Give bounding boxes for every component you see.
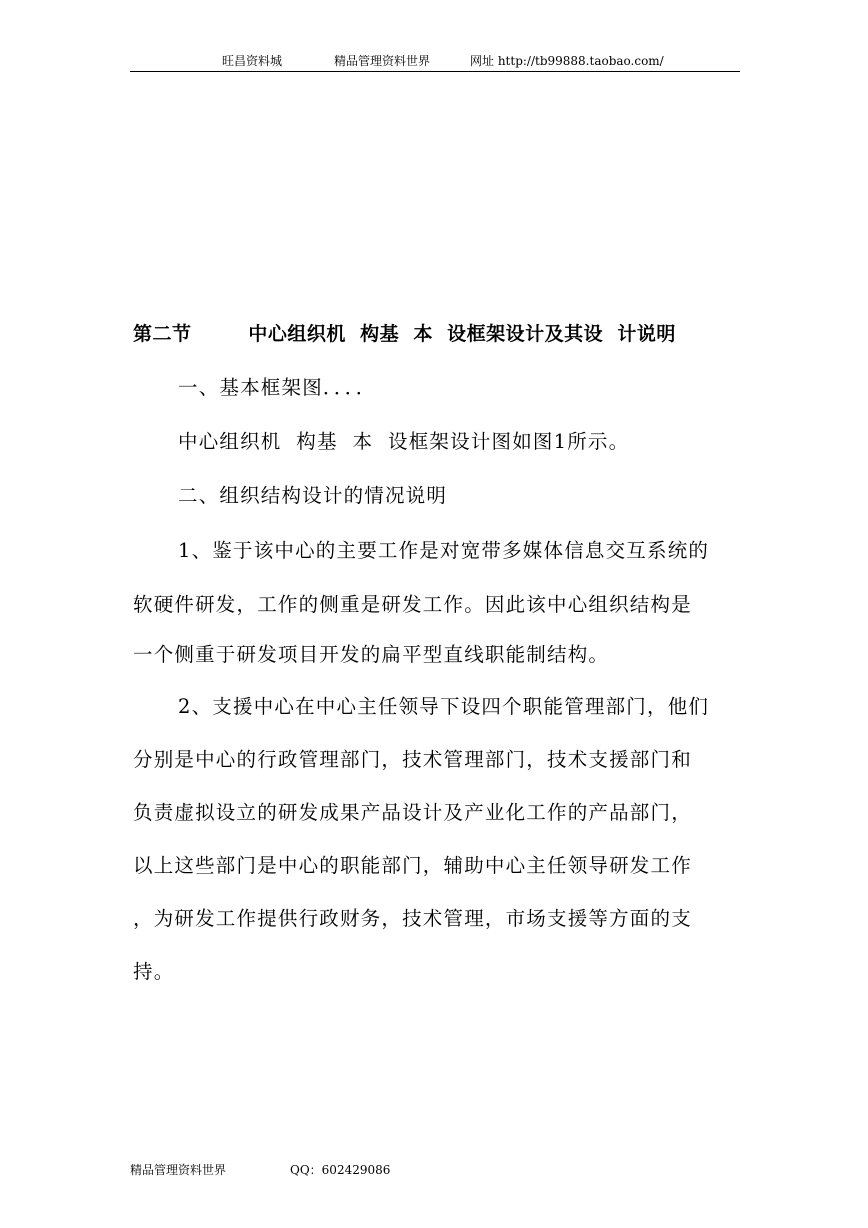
paragraph-line: 一个侧重于研发项目开发的扁平型直线职能制结构。 <box>133 643 610 666</box>
paragraph-line: 中心组织机 构基 本 设框架设计图如图1所示。 <box>178 430 630 453</box>
header-slogan: 精品管理资料世界 <box>334 54 431 68</box>
paragraph-line: 2、支援中心在中心主任领导下设四个职能管理部门，他们 <box>178 695 710 718</box>
paragraph-line: ，为研发工作提供行政财务，技术管理，市场支援等方面的支 <box>133 907 692 930</box>
page-header <box>130 52 740 72</box>
paragraph-line: 软硬件研发，工作的侧重是研发工作。因此该中心组织结构是 <box>133 593 692 616</box>
header-url: 网址 http://tb99888.taobao.com/ <box>470 54 664 68</box>
paragraph-line: 负责虚拟设立的研发成果产品设计及产业化工作的产品部门， <box>133 801 692 824</box>
paragraph-line: 1、鉴于该中心的主要工作是对宽带多媒体信息交互系统的 <box>178 539 710 562</box>
section-title: 第二节 中心组织机 构基 本 设框架设计及其设 计说明 <box>133 323 676 345</box>
paragraph-line: 分别是中心的行政管理部门，技术管理部门，技术支援部门和 <box>133 748 692 771</box>
paragraph-line: 持。 <box>133 960 175 983</box>
subheading-explanation: 二、组织结构设计的情况说明 <box>178 484 448 507</box>
paragraph-line: 以上这些部门是中心的职能部门，辅助中心主任领导研发工作 <box>133 854 692 877</box>
header-divider <box>130 71 740 72</box>
header-site-name: 旺昌资料城 <box>222 54 283 68</box>
subheading-framework: 一、基本框架图．．．． <box>178 376 377 399</box>
footer-qq: QQ：602429086 <box>290 1163 391 1177</box>
footer-site-name: 精品管理资料世界 <box>130 1163 227 1177</box>
